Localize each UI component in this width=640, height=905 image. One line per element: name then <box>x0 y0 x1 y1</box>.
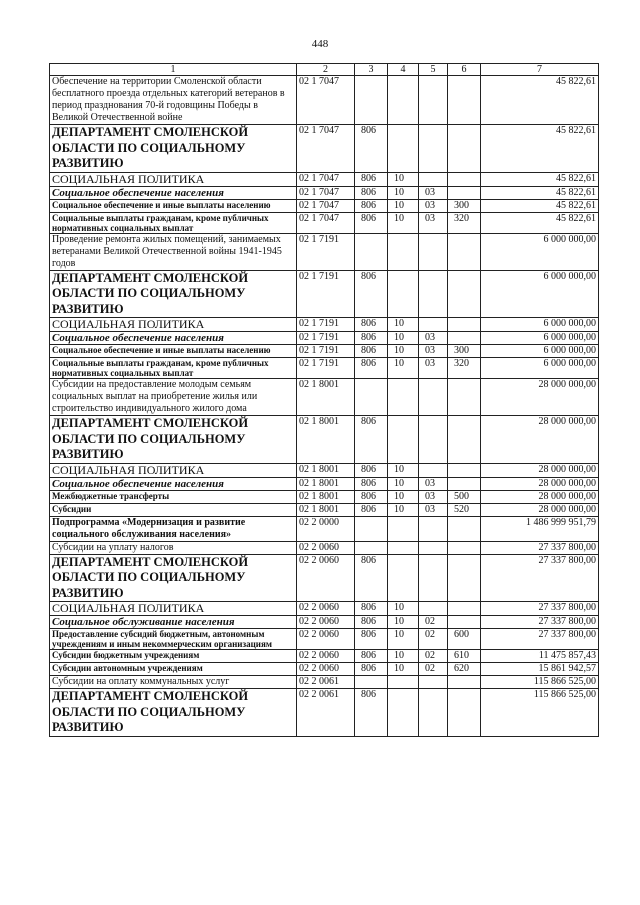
row-name-cell: Социальное обеспечение населения <box>50 186 297 199</box>
dept-code-cell <box>355 541 388 554</box>
table-row <box>50 616 599 629</box>
header-cell-1: 1 <box>50 64 297 76</box>
amount-cell: 28 000 000,00 <box>481 463 599 477</box>
row-name-cell: ДЕПАРТАМЕНТ СМОЛЕНСКОЙ ОБЛАСТИ ПО СОЦИАЛЬНОМУ РАЗВИТИЮ <box>50 554 297 602</box>
row-name-cell: Субсидии бюджетным учреждениям <box>50 650 297 663</box>
table-row <box>50 172 599 186</box>
section-code-cell: 10 <box>388 358 419 379</box>
header-cell-2: 2 <box>297 64 355 76</box>
dept-code-cell: 806 <box>355 554 388 602</box>
section-code-cell: 10 <box>388 345 419 358</box>
row-name-cell: Подпрограмма «Модернизация и развитие социального обслуживания населения» <box>50 516 297 541</box>
amount-cell: 115 866 525,00 <box>481 676 599 689</box>
expense-type-cell <box>448 463 481 477</box>
subsection-code-cell <box>419 416 448 464</box>
dept-code-cell: 806 <box>355 463 388 477</box>
target-code-cell: 02 1 7047 <box>297 172 355 186</box>
target-code-cell: 02 2 0000 <box>297 516 355 541</box>
amount-cell: 6 000 000,00 <box>481 318 599 332</box>
amount-cell: 115 866 525,00 <box>481 689 599 737</box>
target-code-cell: 02 2 0061 <box>297 676 355 689</box>
table-row <box>50 629 599 650</box>
amount-cell: 28 000 000,00 <box>481 503 599 516</box>
section-code-cell: 10 <box>388 629 419 650</box>
target-code-cell: 02 1 7047 <box>297 212 355 233</box>
section-code-cell: 10 <box>388 477 419 490</box>
subsection-code-cell <box>419 676 448 689</box>
amount-cell: 27 337 800,00 <box>481 554 599 602</box>
expense-type-cell <box>448 318 481 332</box>
expense-type-cell <box>448 689 481 737</box>
target-code-cell: 02 2 0060 <box>297 541 355 554</box>
dept-code-cell: 806 <box>355 358 388 379</box>
expense-type-cell <box>448 416 481 464</box>
table-row <box>50 332 599 345</box>
dept-code-cell: 806 <box>355 172 388 186</box>
section-code-cell <box>388 689 419 737</box>
section-code-cell <box>388 233 419 270</box>
target-code-cell: 02 1 8001 <box>297 477 355 490</box>
target-code-cell: 02 1 7191 <box>297 358 355 379</box>
subsection-code-cell <box>419 318 448 332</box>
section-code-cell <box>388 676 419 689</box>
expense-type-cell <box>448 516 481 541</box>
expense-type-cell: 500 <box>448 490 481 503</box>
target-code-cell: 02 1 8001 <box>297 379 355 416</box>
section-code-cell: 10 <box>388 199 419 212</box>
section-code-cell: 10 <box>388 332 419 345</box>
dept-code-cell: 806 <box>355 186 388 199</box>
row-name-cell: Межбюджетные трансферты <box>50 490 297 503</box>
table-row <box>50 358 599 379</box>
target-code-cell: 02 1 7191 <box>297 332 355 345</box>
table-row <box>50 463 599 477</box>
dept-code-cell: 806 <box>355 345 388 358</box>
dept-code-cell <box>355 676 388 689</box>
section-code-cell <box>388 270 419 318</box>
amount-cell: 28 000 000,00 <box>481 379 599 416</box>
target-code-cell: 02 1 8001 <box>297 490 355 503</box>
target-code-cell: 02 1 8001 <box>297 463 355 477</box>
header-cell-3: 3 <box>355 64 388 76</box>
dept-code-cell: 806 <box>355 663 388 676</box>
table-row <box>50 663 599 676</box>
header-cell-7: 7 <box>481 64 599 76</box>
expense-type-cell <box>448 541 481 554</box>
table-row <box>50 541 599 554</box>
dept-code-cell: 806 <box>355 503 388 516</box>
amount-cell: 28 000 000,00 <box>481 477 599 490</box>
target-code-cell: 02 1 7191 <box>297 270 355 318</box>
subsection-code-cell: 02 <box>419 663 448 676</box>
subsection-code-cell: 03 <box>419 212 448 233</box>
subsection-code-cell <box>419 554 448 602</box>
expense-type-cell: 320 <box>448 212 481 233</box>
section-code-cell: 10 <box>388 490 419 503</box>
subsection-code-cell: 03 <box>419 358 448 379</box>
section-code-cell: 10 <box>388 503 419 516</box>
table-row <box>50 76 599 125</box>
table-row <box>50 516 599 541</box>
table-row <box>50 212 599 233</box>
section-code-cell: 10 <box>388 663 419 676</box>
section-code-cell <box>388 541 419 554</box>
dept-code-cell <box>355 233 388 270</box>
expense-type-cell <box>448 477 481 490</box>
budget-table <box>49 63 599 737</box>
row-name-cell: ДЕПАРТАМЕНТ СМОЛЕНСКОЙ ОБЛАСТИ ПО СОЦИАЛЬНОМУ РАЗВИТИЮ <box>50 416 297 464</box>
section-code-cell: 10 <box>388 212 419 233</box>
target-code-cell: 02 2 0060 <box>297 616 355 629</box>
expense-type-cell <box>448 616 481 629</box>
row-name-cell: ДЕПАРТАМЕНТ СМОЛЕНСКОЙ ОБЛАСТИ ПО СОЦИАЛЬНОМУ РАЗВИТИЮ <box>50 689 297 737</box>
expense-type-cell <box>448 270 481 318</box>
amount-cell: 45 822,61 <box>481 186 599 199</box>
page-number: 448 <box>311 38 329 50</box>
dept-code-cell <box>355 379 388 416</box>
expense-type-cell <box>448 379 481 416</box>
expense-type-cell: 320 <box>448 358 481 379</box>
target-code-cell: 02 2 0060 <box>297 663 355 676</box>
table-row <box>50 676 599 689</box>
dept-code-cell: 806 <box>355 629 388 650</box>
subsection-code-cell: 03 <box>419 477 448 490</box>
amount-cell: 45 822,61 <box>481 199 599 212</box>
dept-code-cell: 806 <box>355 616 388 629</box>
expense-type-cell: 600 <box>448 629 481 650</box>
target-code-cell: 02 2 0060 <box>297 554 355 602</box>
target-code-cell: 02 2 0061 <box>297 689 355 737</box>
dept-code-cell: 806 <box>355 318 388 332</box>
row-name-cell: Субсидии на предоставление молодым семьям социальных выплат на приобретение жилья или строительство индивидуального жилого дома <box>50 379 297 416</box>
section-code-cell: 10 <box>388 602 419 616</box>
amount-cell: 45 822,61 <box>481 172 599 186</box>
table-row <box>50 379 599 416</box>
section-code-cell: 10 <box>388 318 419 332</box>
dept-code-cell: 806 <box>355 477 388 490</box>
header-row <box>50 64 599 76</box>
target-code-cell: 02 1 7047 <box>297 76 355 125</box>
amount-cell: 27 337 800,00 <box>481 541 599 554</box>
amount-cell: 27 337 800,00 <box>481 629 599 650</box>
row-name-cell: Социальное обеспечение населения <box>50 332 297 345</box>
target-code-cell: 02 2 0060 <box>297 629 355 650</box>
expense-type-cell: 610 <box>448 650 481 663</box>
target-code-cell: 02 1 8001 <box>297 416 355 464</box>
row-name-cell: ДЕПАРТАМЕНТ СМОЛЕНСКОЙ ОБЛАСТИ ПО СОЦИАЛЬНОМУ РАЗВИТИЮ <box>50 125 297 173</box>
dept-code-cell: 806 <box>355 270 388 318</box>
row-name-cell: Социальное обеспечение и иные выплаты населению <box>50 199 297 212</box>
target-code-cell: 02 1 7047 <box>297 199 355 212</box>
amount-cell: 11 475 857,43 <box>481 650 599 663</box>
table-body <box>50 64 599 737</box>
row-name-cell: Субсидии автономным учреждениям <box>50 663 297 676</box>
header-cell-6: 6 <box>448 64 481 76</box>
target-code-cell: 02 1 7191 <box>297 318 355 332</box>
row-name-cell: Социальное обеспечение и иные выплаты населению <box>50 345 297 358</box>
row-name-cell: СОЦИАЛЬНАЯ ПОЛИТИКА <box>50 463 297 477</box>
amount-cell: 6 000 000,00 <box>481 358 599 379</box>
expense-type-cell: 520 <box>448 503 481 516</box>
dept-code-cell <box>355 516 388 541</box>
expense-type-cell: 300 <box>448 199 481 212</box>
amount-cell: 28 000 000,00 <box>481 490 599 503</box>
dept-code-cell <box>355 76 388 125</box>
amount-cell: 27 337 800,00 <box>481 602 599 616</box>
table-row <box>50 233 599 270</box>
expense-type-cell: 620 <box>448 663 481 676</box>
target-code-cell: 02 1 7047 <box>297 125 355 173</box>
section-code-cell: 10 <box>388 463 419 477</box>
subsection-code-cell: 02 <box>419 629 448 650</box>
subsection-code-cell <box>419 76 448 125</box>
subsection-code-cell <box>419 516 448 541</box>
row-name-cell: СОЦИАЛЬНАЯ ПОЛИТИКА <box>50 318 297 332</box>
expense-type-cell <box>448 602 481 616</box>
table-row <box>50 345 599 358</box>
row-name-cell: Социальные выплаты гражданам, кроме публичных нормативных социальных выплат <box>50 212 297 233</box>
amount-cell: 1 486 999 951,79 <box>481 516 599 541</box>
section-code-cell <box>388 554 419 602</box>
dept-code-cell: 806 <box>355 416 388 464</box>
row-name-cell: СОЦИАЛЬНАЯ ПОЛИТИКА <box>50 602 297 616</box>
amount-cell: 15 861 942,57 <box>481 663 599 676</box>
amount-cell: 45 822,61 <box>481 125 599 173</box>
amount-cell: 45 822,61 <box>481 212 599 233</box>
subsection-code-cell: 03 <box>419 332 448 345</box>
amount-cell: 28 000 000,00 <box>481 416 599 464</box>
expense-type-cell <box>448 676 481 689</box>
dept-code-cell: 806 <box>355 332 388 345</box>
table-row <box>50 490 599 503</box>
table-row <box>50 554 599 602</box>
amount-cell: 45 822,61 <box>481 76 599 125</box>
amount-cell: 6 000 000,00 <box>481 332 599 345</box>
section-code-cell: 10 <box>388 172 419 186</box>
subsection-code-cell: 03 <box>419 490 448 503</box>
subsection-code-cell <box>419 602 448 616</box>
amount-cell: 6 000 000,00 <box>481 345 599 358</box>
table-row <box>50 477 599 490</box>
section-code-cell <box>388 379 419 416</box>
section-code-cell: 10 <box>388 186 419 199</box>
target-code-cell: 02 2 0060 <box>297 650 355 663</box>
subsection-code-cell <box>419 172 448 186</box>
expense-type-cell <box>448 186 481 199</box>
row-name-cell: Предоставление субсидий бюджетным, автономным учреждениям и иным некоммерческим организациям <box>50 629 297 650</box>
row-name-cell: Проведение ремонта жилых помещений, занимаемых ветеранами Великой Отечественной войны 1941-1945 годов <box>50 233 297 270</box>
expense-type-cell <box>448 554 481 602</box>
section-code-cell <box>388 416 419 464</box>
subsection-code-cell <box>419 233 448 270</box>
row-name-cell: Субсидии на уплату налогов <box>50 541 297 554</box>
section-code-cell: 10 <box>388 616 419 629</box>
row-name-cell: Субсидии на оплату коммунальных услуг <box>50 676 297 689</box>
dept-code-cell: 806 <box>355 212 388 233</box>
table-row <box>50 270 599 318</box>
target-code-cell: 02 1 7191 <box>297 345 355 358</box>
table-row <box>50 602 599 616</box>
row-name-cell: СОЦИАЛЬНАЯ ПОЛИТИКА <box>50 172 297 186</box>
dept-code-cell: 806 <box>355 199 388 212</box>
target-code-cell: 02 2 0060 <box>297 602 355 616</box>
subsection-code-cell: 03 <box>419 199 448 212</box>
subsection-code-cell: 02 <box>419 650 448 663</box>
target-code-cell: 02 1 7191 <box>297 233 355 270</box>
dept-code-cell: 806 <box>355 490 388 503</box>
row-name-cell: Социальное обеспечение населения <box>50 477 297 490</box>
dept-code-cell: 806 <box>355 602 388 616</box>
subsection-code-cell <box>419 379 448 416</box>
subsection-code-cell: 03 <box>419 186 448 199</box>
subsection-code-cell: 02 <box>419 616 448 629</box>
subsection-code-cell <box>419 125 448 173</box>
expense-type-cell <box>448 125 481 173</box>
section-code-cell <box>388 516 419 541</box>
dept-code-cell: 806 <box>355 689 388 737</box>
dept-code-cell: 806 <box>355 650 388 663</box>
subsection-code-cell: 03 <box>419 503 448 516</box>
expense-type-cell <box>448 172 481 186</box>
table-row <box>50 318 599 332</box>
subsection-code-cell <box>419 463 448 477</box>
table-row <box>50 650 599 663</box>
row-name-cell: Субсидии <box>50 503 297 516</box>
table-row <box>50 186 599 199</box>
expense-type-cell <box>448 76 481 125</box>
subsection-code-cell <box>419 270 448 318</box>
subsection-code-cell: 03 <box>419 345 448 358</box>
table-row <box>50 125 599 173</box>
header-cell-4: 4 <box>388 64 419 76</box>
expense-type-cell: 300 <box>448 345 481 358</box>
row-name-cell: ДЕПАРТАМЕНТ СМОЛЕНСКОЙ ОБЛАСТИ ПО СОЦИАЛЬНОМУ РАЗВИТИЮ <box>50 270 297 318</box>
expense-type-cell <box>448 233 481 270</box>
subsection-code-cell <box>419 541 448 554</box>
expense-type-cell <box>448 332 481 345</box>
table-row <box>50 689 599 737</box>
amount-cell: 27 337 800,00 <box>481 616 599 629</box>
amount-cell: 6 000 000,00 <box>481 233 599 270</box>
dept-code-cell: 806 <box>355 125 388 173</box>
table-row <box>50 199 599 212</box>
section-code-cell <box>388 76 419 125</box>
header-cell-5: 5 <box>419 64 448 76</box>
amount-cell: 6 000 000,00 <box>481 270 599 318</box>
section-code-cell: 10 <box>388 650 419 663</box>
table-row <box>50 503 599 516</box>
subsection-code-cell <box>419 689 448 737</box>
table-row <box>50 416 599 464</box>
row-name-cell: Обеспечение на территории Смоленской области бесплатного проезда отдельных категорий ветеранов в период празднования 70-й годовщины Победы в Великой Отечественной войне <box>50 76 297 125</box>
section-code-cell <box>388 125 419 173</box>
target-code-cell: 02 1 7047 <box>297 186 355 199</box>
row-name-cell: Социальное обслуживание населения <box>50 616 297 629</box>
row-name-cell: Социальные выплаты гражданам, кроме публичных нормативных социальных выплат <box>50 358 297 379</box>
target-code-cell: 02 1 8001 <box>297 503 355 516</box>
